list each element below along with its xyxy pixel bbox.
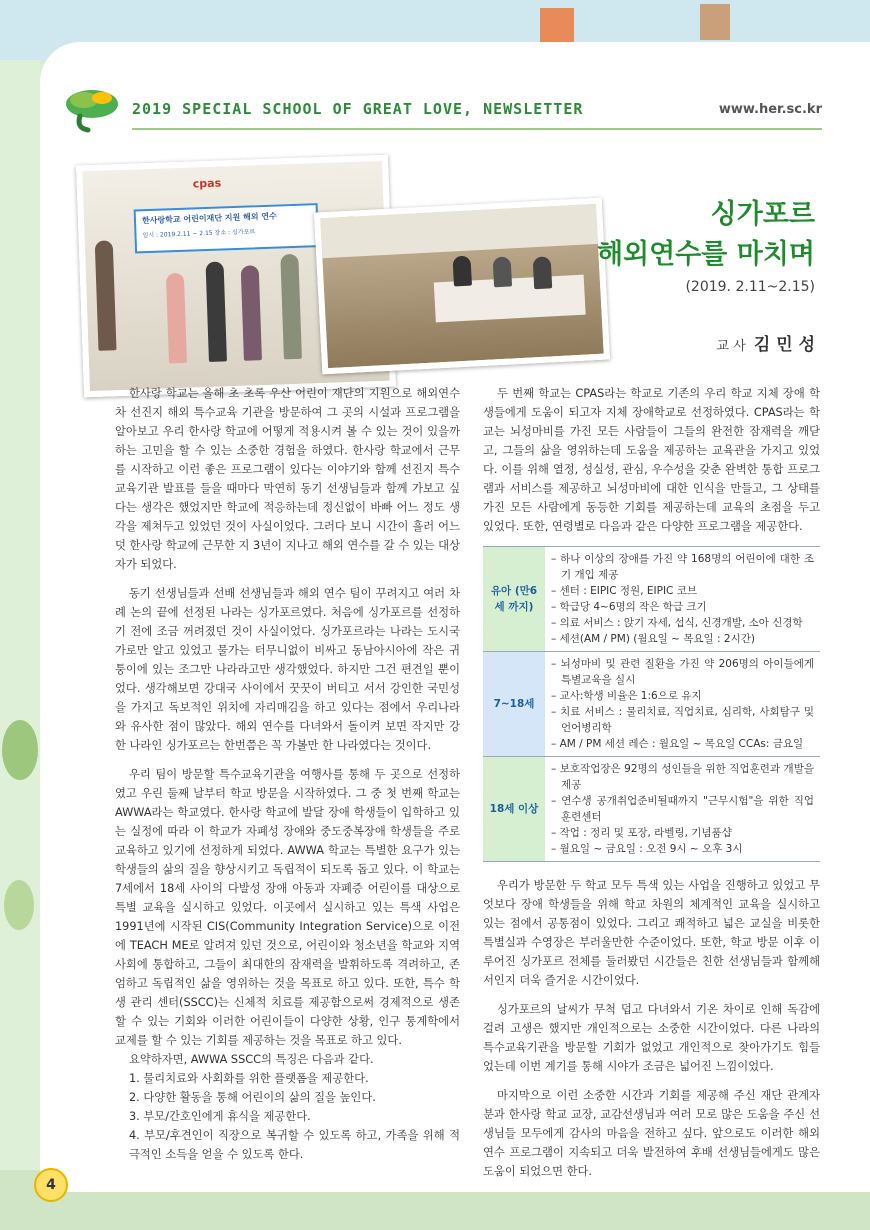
author-role: 교 사	[716, 339, 746, 354]
list-item: 3. 부모/간호인에게 휴식을 제공한다.	[129, 1110, 311, 1123]
tree-illustration	[2, 720, 38, 780]
program-item: – 하나 이상의 장애를 가진 약 168명의 어린이에 대한 조기 개입 제공	[551, 553, 814, 581]
person-figure	[95, 240, 117, 351]
paragraph: 두 번째 학교는 CPAS라는 학교로 기존의 우리 학교 지체 장애 학생들에게 도움이 되고자 지체 장애학교로 선정하였다. CPAS라는 학교는 뇌성마비를 가진 모든 사람들이 그들의 완전한 잠재력을 깨닫고, 그들의 삶을 영위하는데 도움을 제공하는 교육관을 가지고 있었다. 이를 위해 열정, 성실성, 관심, 우수성을 갖춘 완벽한 통합 프로그램과 서비스를 제공하고 뇌성마비에 대한 인식을 만들고, 그 상태를 가진 모든 사람에게 동등한 기회를 제공하는데 교육의 초점을 두고 있었다. 또한, 연령별로 다음과 같은 다양한 프로그램을 제공한다.	[483, 387, 820, 533]
awwa-features-list	[115, 1069, 460, 1164]
table-row	[483, 547, 820, 652]
school-logo-icon	[62, 86, 118, 134]
newsletter-title: 2019 SPECIAL SCHOOL OF GREAT LOVE, NEWSLETTER	[132, 100, 584, 118]
table-row	[483, 757, 820, 862]
banner-title: 한사랑학교 어린이재단 지원 해외 연수	[141, 211, 277, 226]
age-cell: 7~18세	[483, 652, 545, 757]
person-figure	[241, 265, 262, 361]
program-item: – 센터 : EIPIC 정원, EIPIC 코브	[551, 585, 697, 597]
list-item: 4. 부모/후견인이 직장으로 복귀할 수 있도록 하고, 가족을 위해 적극적인 소득을 얻을 수 있도록 한다.	[129, 1129, 460, 1161]
person-figure	[280, 254, 302, 360]
school-url[interactable]: www.her.sc.kr	[718, 102, 822, 117]
author-name: 김 민 성	[753, 335, 815, 355]
person-figure	[166, 273, 187, 364]
items-cell	[545, 547, 820, 652]
article-title-line1: 싱가포르	[710, 199, 815, 230]
background-left-decoration	[0, 60, 40, 1230]
person-figure	[452, 256, 472, 287]
house-illustration	[700, 4, 730, 40]
classroom-photo	[314, 198, 610, 375]
program-item: – 교사:학생 비율은 1:6으로 유지	[551, 690, 702, 702]
program-item: – 학급당 4~6명의 작은 학급 크기	[551, 601, 707, 613]
person-figure	[205, 261, 226, 362]
items-cell	[545, 652, 820, 757]
program-item: – AM / PM 세션 레슨 : 월요일 ~ 목요일 CCAs: 금요일	[551, 738, 804, 750]
person-figure	[493, 256, 513, 287]
list-item: 1. 물리치료와 사회화를 위한 플랫폼을 제공한다.	[129, 1072, 369, 1085]
program-item: – 작업 : 정리 및 포장, 라벨링, 기념품샵	[551, 827, 732, 839]
masthead-divider	[132, 128, 822, 130]
person-figure	[533, 256, 553, 289]
cpas-sign: cpas	[192, 176, 222, 191]
paragraph: 우리 팀이 방문할 특수교육기관을 여행사를 통해 두 곳으로 선정하였고 우린 둘째 날부터 학교 방문을 시작하였다. 그 중 첫 번째 학교는 AWWA라는 학교였다. 한사랑 학교에 발달 장애 학생들이 입학하고 있는 실정에 따라 이 학교가 자폐성 장애와 중도중복장애 학생들을 주로 교육하고 있기에 선정하게 되었다. AWWA 학교는 특별한 요구가 있는 학생들의 삶의 질을 향상시키고 독립적이 되도록 돕고 있다. 이 학교는 7세에서 18세 사이의 다발성 장애 아동과 자폐증 어린이를 대상으로 특별 교육을 실시하고 있었다. 이곳에서 실시하고 있는 특색 사업은 1991년에 시작된 CIS(Community Integration Service)으로 이전에 TEACH ME로 알려져 있던 것으로, 어린이와 청소년을 학교와 지역사회에 통합하고, 그들이 최대한의 잠재력을 발휘하도록 격려하고, 존엄하고 독립적인 삶을 영위하는 것을 목표로 하고 있다. 또한, 특수 학생 관리 센터(SSCC)는 신체적 치료를 제공함으로써 경제적으로 생존할 수 있는 기회와 이러한 어린이들이 다양한 상황, 인구 통계학에서 교제를 할 수 있는 기회를 제공하는 것을 목표로 하고 있다.	[115, 768, 460, 1047]
program-item: – 연수생 공개취업준비될때까지 "근무시험"을 위한 직업훈련센터	[551, 795, 814, 823]
summary-intro: 요약하자면, AWWA SSCC의 특징은 다음과 같다.	[129, 1053, 374, 1066]
paragraph: 싱가포르의 날씨가 무척 덥고 다녀와서 기온 차이로 인해 독감에 걸려 고생은 했지만 개인적으로는 소중한 시간이었다. 다른 나라의 특수교육기관을 방문할 기회가 없었고 개인적으로 찾아가기도 힘들었는데 이번 계기를 통해 시야가 조금은 넓어진 느낌이었다.	[483, 1003, 820, 1073]
age-cell: 유아 (만6세 까지)	[483, 547, 545, 652]
paragraph: 한사랑 학교는 올해 초 초록 우산 어린이 재단의 지원으로 해외연수 차 선진지 해외 특수교육 기관을 방문하여 그 곳의 시설과 프로그램을 알아보고 우리 한사랑 학교에 어떻게 적용시켜 볼 수 있는 것이 있을까 하는 고민을 할 수 있는 소중한 경험을 하였다. 한사랑 학교에서 근무를 시작하고 이런 좋은 프로그램이 있다는 이야기와 함께 선진지 특수교육기관 발표를 들을 때마다 막연히 동기 선생님들과 함께 가보고 싶다는 생각은 했었지만 학교에 적응하는데 정신없이 바빠 어느 정도 생각을 제쳐두고 있었던 것이 사실이었다. 그러다 보니 시간이 흘러 어느덧 한사랑 학교에 근무한 지 3년이 지나고 해외 연수를 갈 수 있는 대상자가 되었다.	[115, 387, 460, 571]
right-column	[483, 384, 820, 1191]
paragraph: 동기 선생님들과 선배 선생님들과 해외 연수 팀이 꾸려지고 여러 차례 논의 끝에 선정된 나라는 싱가포르였다. 처음에 싱가포르를 선정하기 전에 조금 꺼려졌던 것이 사실이었다. 싱가포르라는 나라는 도시국가로만 알고 있었고 물가는 터무니없이 비싸고 동남아시아에 작은 귀퉁이에 있는 조그만 나라라고만 생각했었다. 하지만 그건 편견일 뿐이었다. 생각해보면 강대국 사이에서 꿋꿋이 버티고 서서 강인한 국민성을 가지고 독보적인 위치에 자리매김을 하고 있다는 점에서 우리나라와 유사한 점이 많았다. 해외 연수를 다녀와서 돌이켜 보면 작지만 강한 나라인 싱가포르는 한번쯤은 꼭 가볼만 한 나라였다는 것이다.	[115, 587, 460, 752]
article-title-line2: 해외연수를 마치며	[596, 239, 815, 270]
masthead	[62, 86, 822, 136]
items-cell	[545, 757, 820, 862]
paragraph: 마지막으로 이런 소중한 시간과 기회를 제공해 주신 재단 관계자 분과 한사랑 학교 교장, 교감선생님과 여러 모로 많은 도움을 주신 선생님들 모두에게 감사의 마음을 전하고 싶다. 앞으로도 이러한 해외 연수 프로그램이 지속되고 더욱 발전하여 후배 선생님들에게도 많은 도움이 되었으면 한다.	[483, 1089, 820, 1178]
article-title-block	[597, 195, 815, 295]
program-item: – 보호작업장은 92명의 성인들을 위한 직업훈련과 개발을 제공	[551, 763, 814, 791]
tree-illustration	[4, 880, 34, 930]
paragraph: 우리가 방문한 두 학교 모두 특색 있는 사업을 진행하고 있었고 무엇보다 장애 학생들을 위해 학교 차원의 체계적인 교육을 실시하고 있는 점에서 공통점이 있었다. 그리고 쾌적하고 넓은 교실을 비롯한 특별실과 수영장은 부러울만한 수준이었다. 또한, 학교 방문 이후 이루어진 싱가포르 전체를 둘러봤던 시간들은 친한 선생님들과 함께해서인지 더욱 즐거운 시간이었다.	[483, 879, 820, 987]
photo-banner	[134, 203, 319, 253]
cpas-program-table	[483, 546, 820, 862]
left-column	[115, 384, 460, 1164]
program-item: – 세션(AM / PM) (월요일 ~ 목요일 : 2시간)	[551, 633, 755, 645]
table-row	[483, 652, 820, 757]
program-item: – 뇌성마비 및 관련 질환을 가진 약 206명의 아이들에게 특별교육을 실시	[551, 658, 814, 686]
program-item: – 월요일 ~ 금요일 : 오전 9시 ~ 오후 3시	[551, 843, 743, 855]
page-number: 4	[34, 1168, 68, 1202]
author-byline	[717, 330, 816, 355]
program-item: – 의료 서비스 : 앉기 자세, 섭식, 신경개발, 소아 신경학	[551, 617, 803, 629]
classroom-window	[320, 204, 598, 258]
list-item: 2. 다양한 활동을 통해 어린이의 삶의 질을 높인다.	[129, 1091, 376, 1104]
age-cell: 18세 이상	[483, 757, 545, 862]
article-date: (2019. 2.11~2.15)	[685, 279, 815, 295]
program-item: – 치료 서비스 : 물리치료, 직업치료, 심리학, 사회탐구 및 언어병리학	[551, 706, 814, 734]
banner-subtitle: 일시 : 2019.2.11 ~ 2.15 장소 : 싱가포르	[142, 228, 256, 240]
